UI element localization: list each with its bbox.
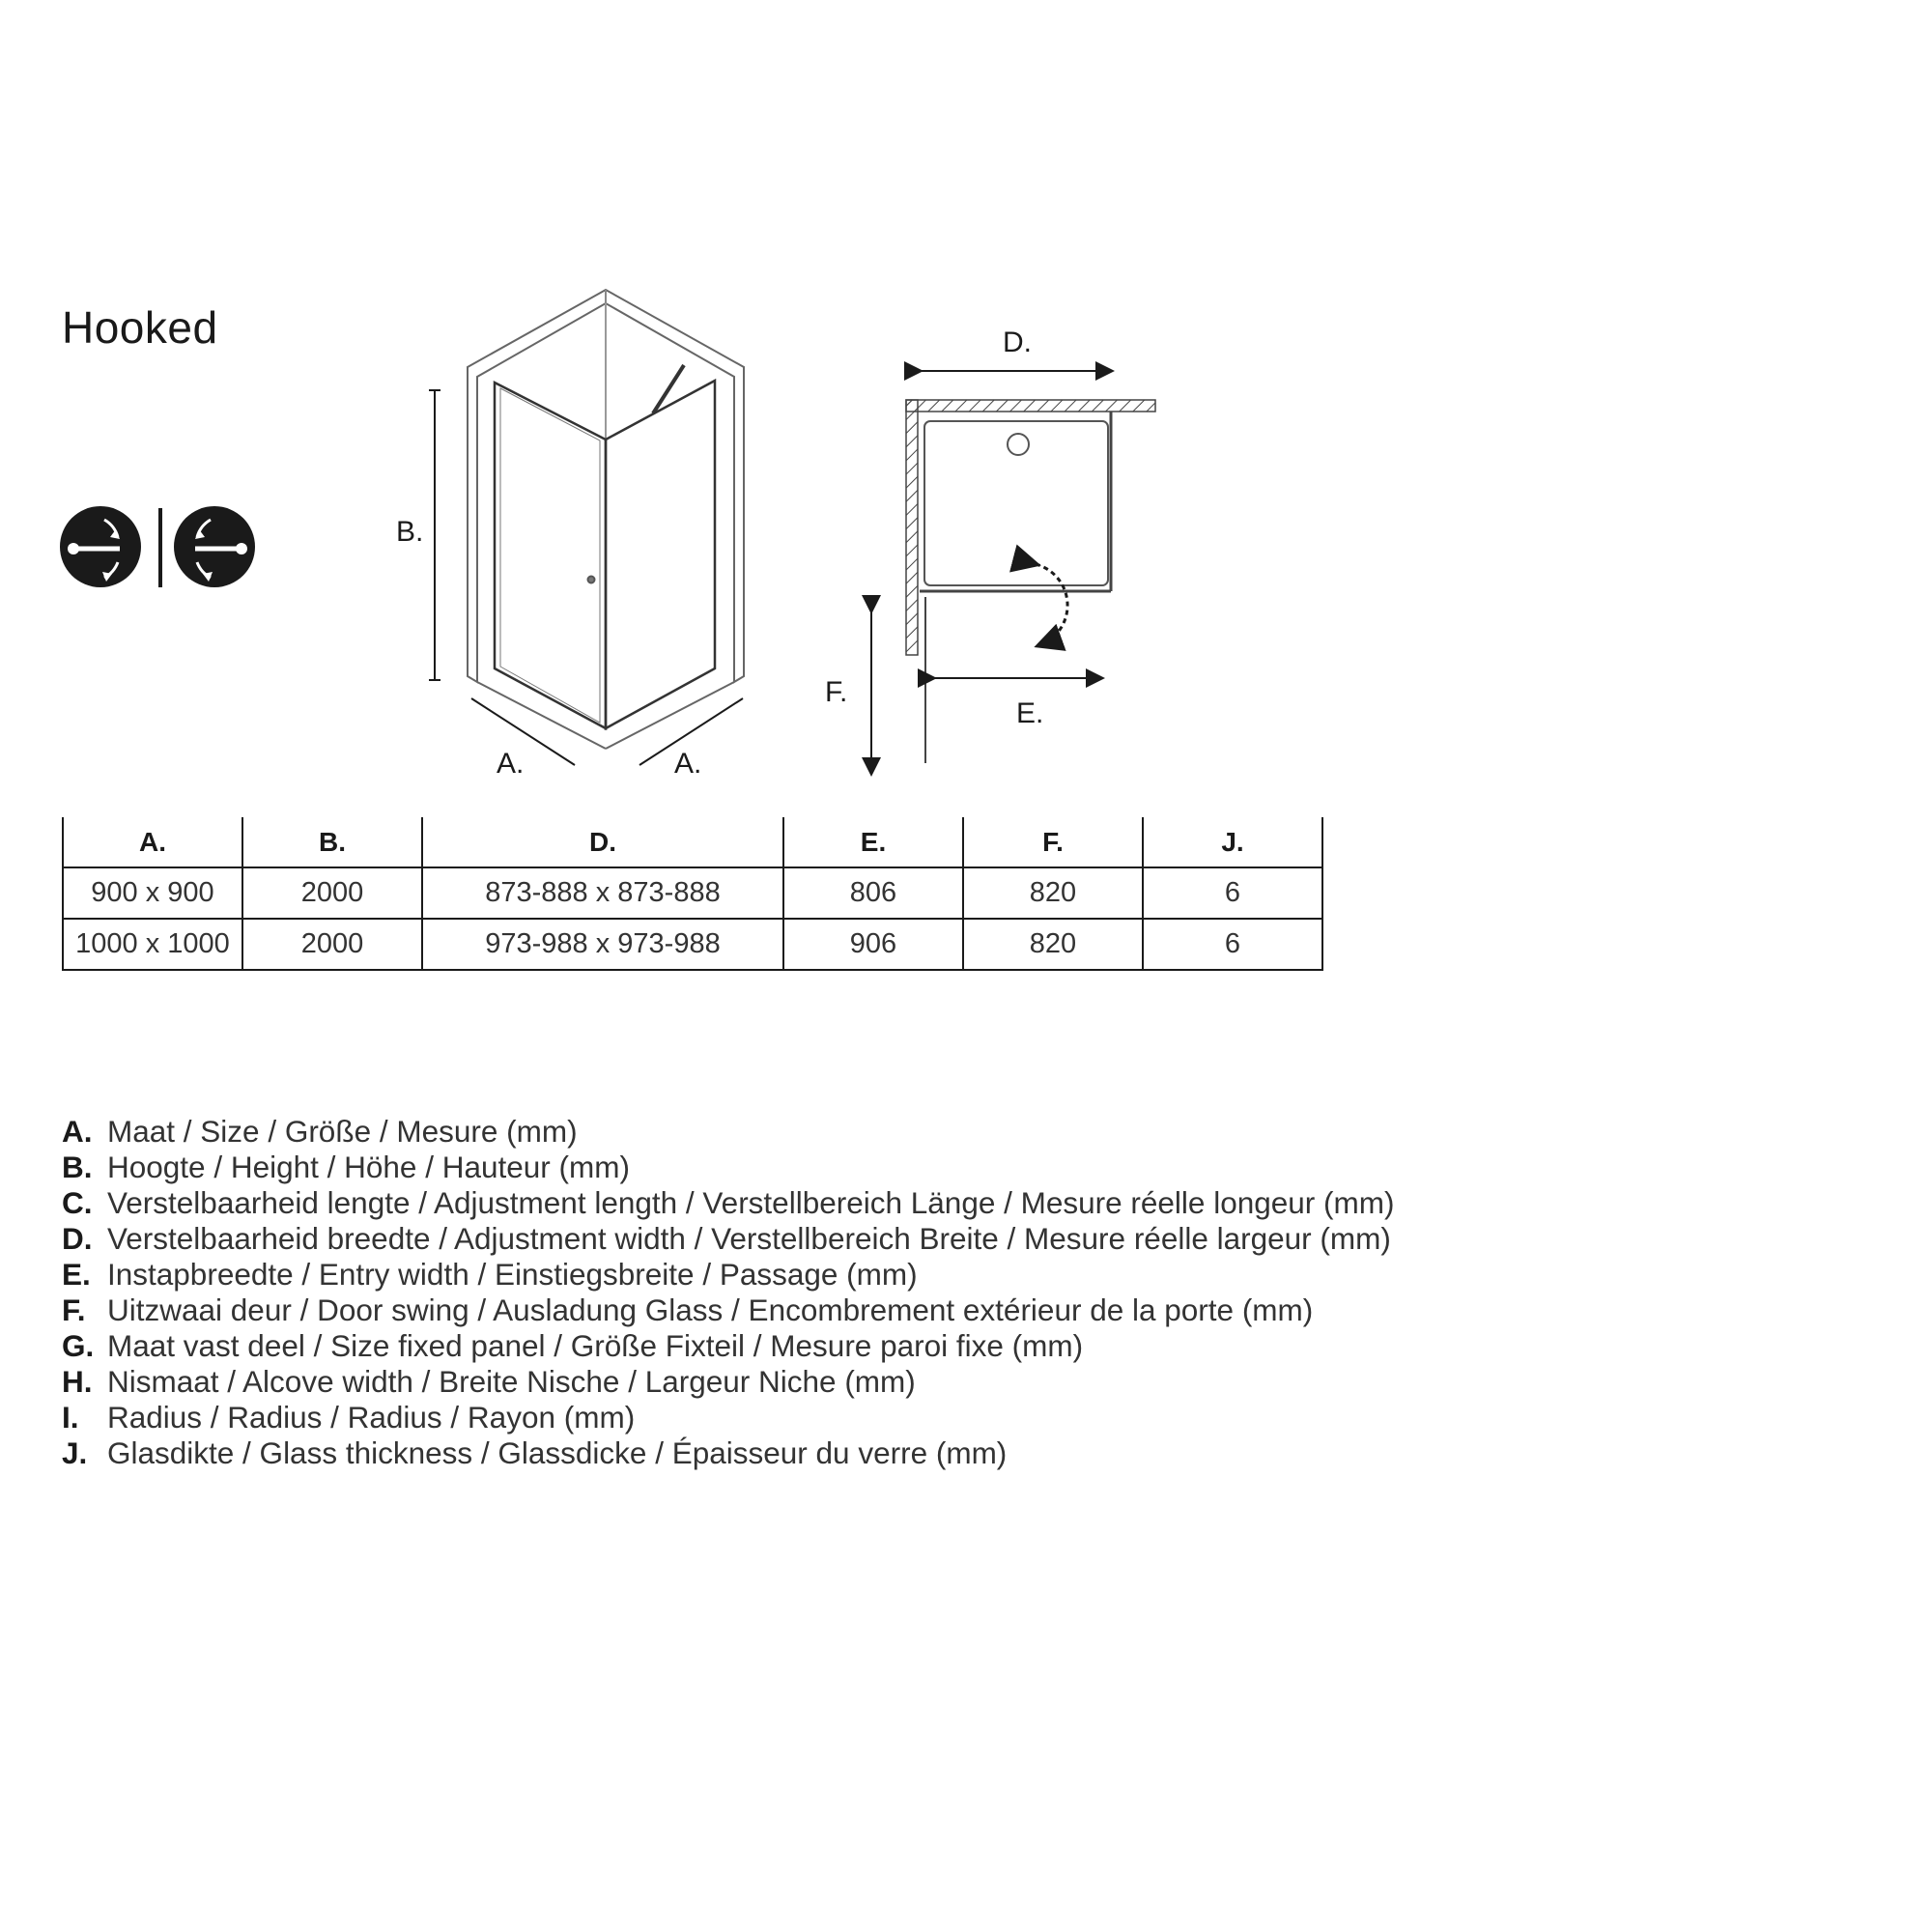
legend-key: C.	[62, 1185, 93, 1220]
col-header-a: A.	[63, 817, 242, 867]
legend-text: Maat / Size / Größe / Mesure (mm)	[107, 1114, 578, 1149]
legend-text: Radius / Radius / Radius / Rayon (mm)	[107, 1400, 636, 1435]
label-e: E.	[1016, 697, 1044, 729]
legend-key: D.	[62, 1221, 93, 1256]
cell-door-swing: 820	[963, 867, 1143, 919]
cell-glass-thickness: 6	[1143, 919, 1322, 970]
legend-key: F.	[62, 1293, 86, 1327]
table-header-row	[63, 817, 1322, 867]
legend-item	[62, 1328, 1704, 1364]
col-header-j: J.	[1143, 817, 1322, 867]
swing-left-icon	[60, 506, 141, 587]
legend-key: A.	[62, 1114, 93, 1149]
cell-height: 2000	[242, 867, 422, 919]
table-row	[63, 867, 1322, 919]
top-view	[871, 371, 1155, 773]
legend-key: I.	[62, 1400, 79, 1435]
perspective-view	[429, 290, 744, 765]
legend-item	[62, 1364, 1704, 1400]
legend-item	[62, 1293, 1704, 1328]
legend-item	[62, 1114, 1704, 1150]
legend-item	[62, 1150, 1704, 1185]
cell-height: 2000	[242, 919, 422, 970]
col-header-d: D.	[422, 817, 783, 867]
legend-item	[62, 1435, 1704, 1471]
legend-key: G.	[62, 1328, 95, 1363]
legend-key: J.	[62, 1435, 88, 1470]
legend-text: Instapbreedte / Entry width / Einstiegsbreite / Passage (mm)	[107, 1257, 918, 1292]
legend-text: Maat vast deel / Size fixed panel / Größe Fixteil / Mesure paroi fixe (mm)	[107, 1328, 1084, 1363]
dimensions-table	[62, 817, 1323, 971]
legend-key: H.	[62, 1364, 93, 1399]
cell-entry-width: 806	[783, 867, 963, 919]
col-header-e: E.	[783, 817, 963, 867]
legend-text: Verstelbaarheid lengte / Adjustment length / Verstellbereich Länge / Mesure réelle longeur (mm)	[107, 1185, 1395, 1220]
cell-glass-thickness: 6	[1143, 867, 1322, 919]
label-f: F.	[825, 676, 848, 708]
col-header-b: B.	[242, 817, 422, 867]
label-a-left: A.	[497, 748, 525, 780]
legend-item	[62, 1400, 1704, 1435]
label-b: B.	[396, 516, 424, 548]
product-title: Hooked	[62, 302, 218, 353]
label-a-right: A.	[674, 748, 702, 780]
swing-right-icon	[174, 506, 255, 587]
cell-size: 1000 x 1000	[63, 919, 242, 970]
table-row	[63, 919, 1322, 970]
legend-item	[62, 1221, 1704, 1257]
technical-drawing	[0, 0, 1932, 792]
cell-adjust-width: 873-888 x 873-888	[422, 867, 783, 919]
label-d: D.	[1003, 327, 1032, 358]
col-header-f: F.	[963, 817, 1143, 867]
legend-text: Hoogte / Height / Höhe / Hauteur (mm)	[107, 1150, 630, 1184]
legend-text: Verstelbaarheid breedte / Adjustment width / Verstellbereich Breite / Mesure réelle largeur (mm)	[107, 1221, 1391, 1256]
cell-adjust-width: 973-988 x 973-988	[422, 919, 783, 970]
door-swing-icons	[60, 502, 263, 591]
legend-text: Uitzwaai deur / Door swing / Ausladung Glass / Encombrement extérieur de la porte (mm)	[107, 1293, 1314, 1327]
legend-key: E.	[62, 1257, 91, 1292]
cell-size: 900 x 900	[63, 867, 242, 919]
legend-key: B.	[62, 1150, 93, 1184]
legend-text: Glasdikte / Glass thickness / Glassdicke / Épaisseur du verre (mm)	[107, 1435, 1008, 1470]
cell-entry-width: 906	[783, 919, 963, 970]
legend-text: Nismaat / Alcove width / Breite Nische / Largeur Niche (mm)	[107, 1364, 916, 1399]
legend-item	[62, 1257, 1704, 1293]
cell-door-swing: 820	[963, 919, 1143, 970]
legend-item	[62, 1185, 1704, 1221]
dimension-legend	[62, 1114, 1704, 1471]
